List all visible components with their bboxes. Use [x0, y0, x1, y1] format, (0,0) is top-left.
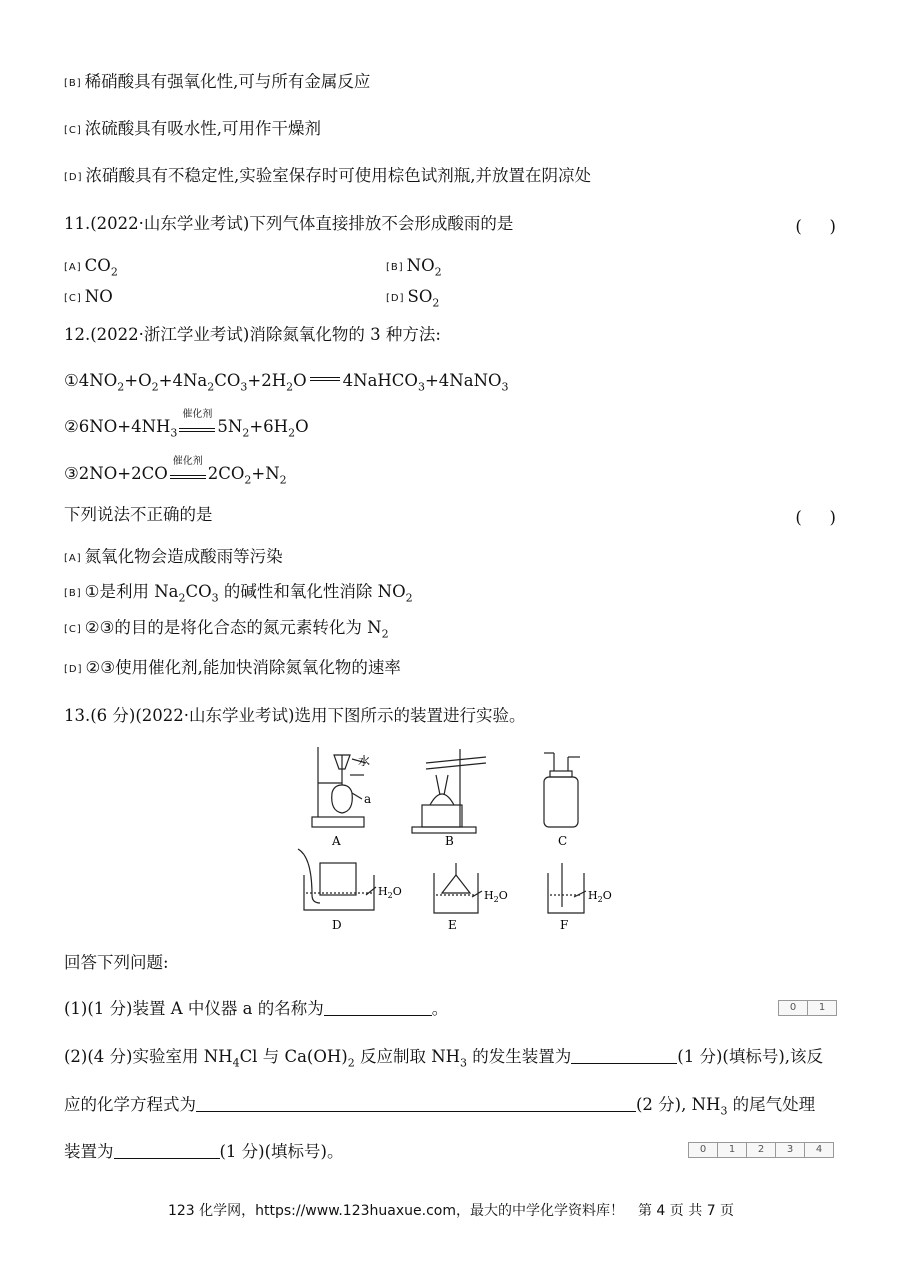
q10-option-c: [C] 浓硫酸具有吸水性,可用作干燥剂	[64, 119, 322, 138]
q12-ask: 下列说法不正确的是	[64, 505, 213, 524]
q12-answer-paren[interactable]: ( )	[795, 508, 838, 527]
score-box-1[interactable]: 0 1	[778, 1000, 837, 1016]
fig-label-a: A	[332, 834, 341, 848]
q11-answer-paren[interactable]: ( )	[795, 217, 838, 236]
q13-part2-line3: 装置为 (1 分)(填标号)。	[64, 1142, 344, 1161]
q10-option-d: [D] 浓硝酸具有不稳定性,实验室保存时可使用棕色试剂瓶,并放置在阴凉处	[64, 166, 592, 185]
q12-equation-3: ③2NO+2CO 催化剂 $2CO_2+N_2$	[64, 456, 287, 487]
q11-option-c: [C] NO	[64, 287, 113, 306]
q12-option-c: [C] ②③的目的是将化合态的氮元素转化为 $N_2$	[64, 618, 389, 641]
q13-part2-line2: 应的化学方程式为 (2 分), $NH_3$ 的尾气处理	[64, 1095, 816, 1118]
q12-stem: 12.(2022·浙江学业考试)消除氮氧化物的 3 种方法:	[64, 325, 441, 344]
q13-part2-blank-device[interactable]	[571, 1047, 677, 1064]
q13-stem: 13.(6 分)(2022·山东学业考试)选用下图所示的装置进行实验。	[64, 706, 526, 725]
q12-option-d: [D] ②③使用催化剂,能加快消除氮氧化物的速率	[64, 658, 401, 677]
q12-option-b: [B] ①是利用 $Na_2CO_3$ 的碱性和氧化性消除 $NO_2$	[64, 582, 413, 605]
q13-part2-blank-equation[interactable]	[196, 1095, 636, 1112]
q11-stem: 11.(2022·山东学业考试)下列气体直接排放不会形成酸雨的是	[64, 214, 514, 233]
fig-label-b: B	[445, 834, 454, 848]
fig-label-e: E	[448, 918, 457, 932]
page-footer	[0, 1200, 902, 1220]
label-h2o-d: $H_2O$	[378, 885, 402, 900]
fig-label-f: F	[560, 918, 569, 932]
q10-option-b: [B] 稀硝酸具有强氧化性,可与所有金属反应	[64, 72, 371, 91]
fig-label-d: D	[332, 918, 342, 932]
q13-part1: (1)(1 分)装置 A 中仪器 a 的名称为 。	[64, 999, 449, 1018]
answer-intro: 回答下列问题:	[64, 953, 169, 972]
q11-option-d: [D] $SO_2$	[386, 287, 440, 310]
q12-equation-1: $①4NO_2+O_2+4Na_2CO_3+2H_2O$ 4NaHCO$_3$+4NaNO$_3$	[64, 371, 509, 394]
label-a: a	[364, 792, 372, 806]
q11-option-b: [B] $NO_2$	[386, 256, 442, 279]
q12-option-a: [A] 氮氧化物会造成酸雨等污染	[64, 547, 283, 566]
q11-option-a: [A] $CO_2$	[64, 256, 118, 279]
apparatus-figure	[290, 745, 630, 940]
label-h2o-e: $H_2O$	[484, 889, 508, 904]
label-h2o-f: $H_2O$	[588, 889, 612, 904]
label-water: 水	[358, 754, 371, 768]
footer-site[interactable]: 123 化学网，https://www.123huaxue.com，最大的中学化学资料库！	[167, 1203, 624, 1219]
footer-page: 第 4 页 共 7 页	[637, 1203, 735, 1219]
q13-part2-blank-tail[interactable]	[114, 1142, 220, 1159]
score-box-2[interactable]: 0 1 2 3 4	[688, 1142, 834, 1158]
q13-part1-blank[interactable]	[324, 999, 432, 1016]
q13-part2-line1: (2)(4 分)实验室用 $NH_4Cl$ 与 $Ca(OH)_2$ 反应制取 $NH_3$ 的发生装置为 (1 分)(填标号),该反	[64, 1047, 824, 1070]
fig-label-c: C	[558, 834, 568, 848]
q12-equation-2: $②6NO+4NH_3$ 催化剂 $5N_2+6H_2O$	[64, 409, 309, 440]
